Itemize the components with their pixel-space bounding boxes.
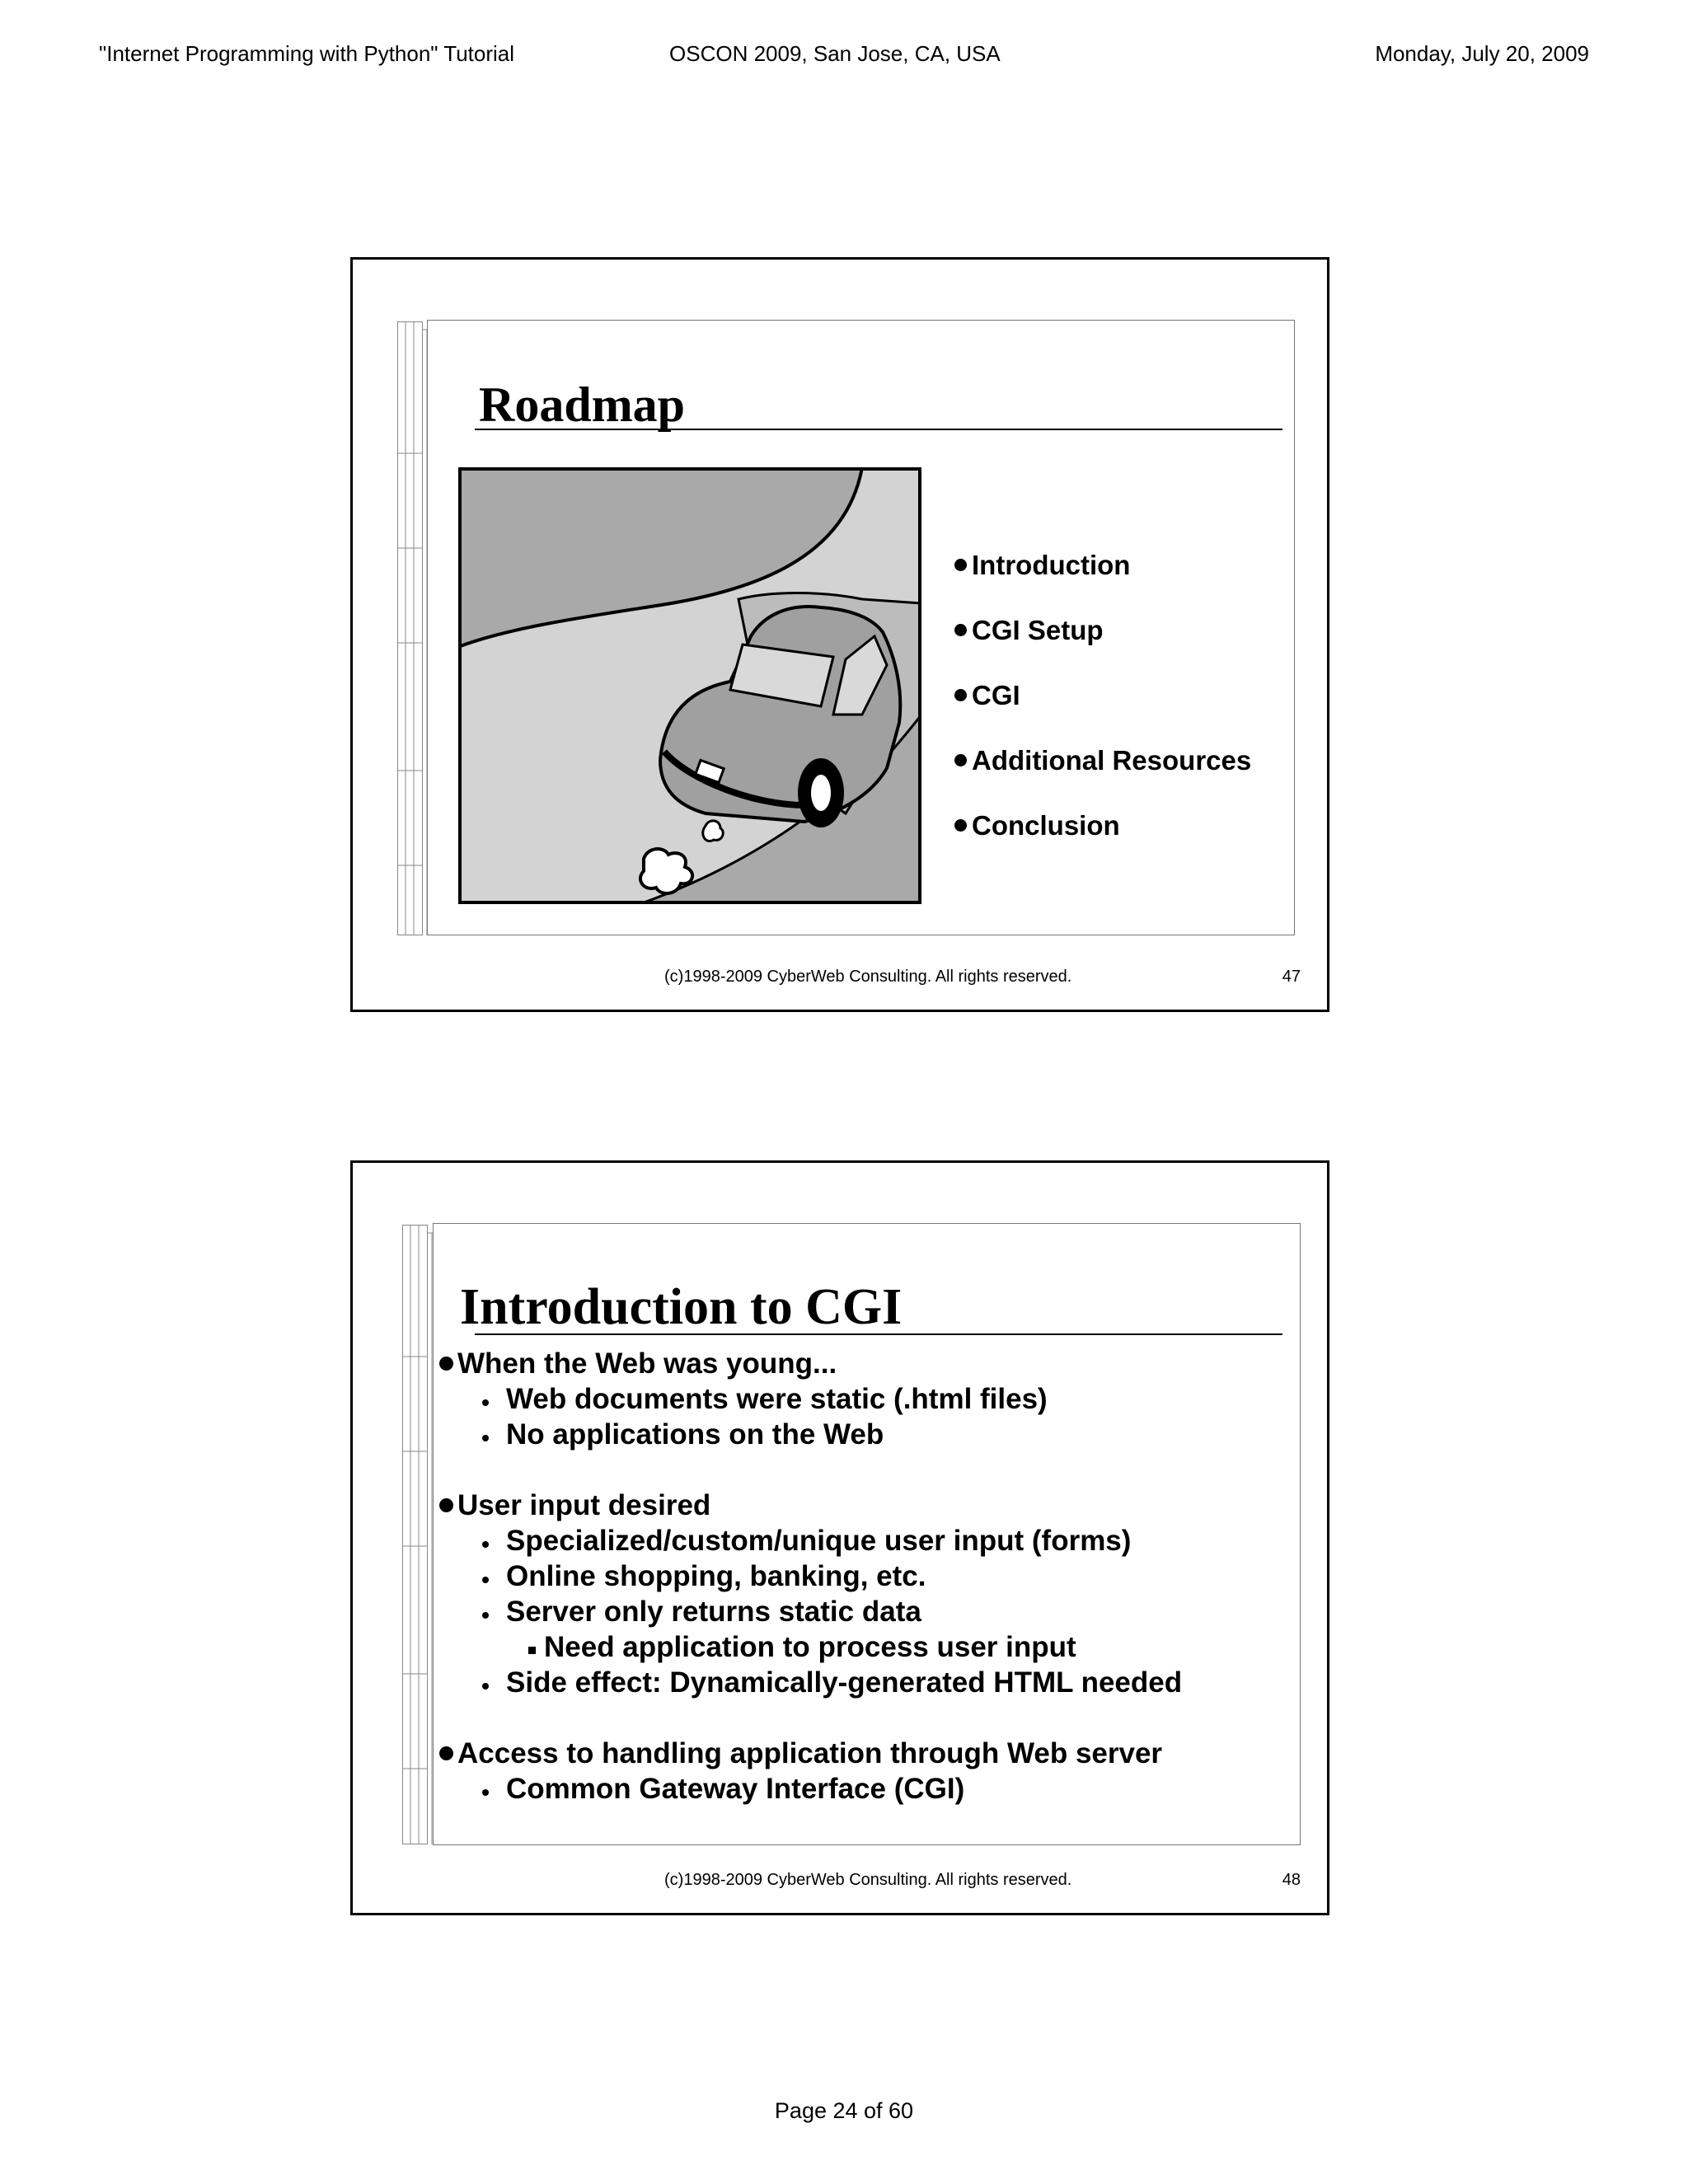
bullet-icon <box>482 1577 489 1583</box>
title-underline <box>475 429 1282 430</box>
roadmap-list <box>954 550 1251 875</box>
slide-copyright: (c)1998-2009 CyberWeb Consulting. All rights reserved. <box>664 1871 1072 1889</box>
bullet-level-2 <box>439 1417 1182 1452</box>
roadmap-item-label: CGI <box>972 680 1020 710</box>
slide-47 <box>350 257 1329 1012</box>
bullet-level-2 <box>439 1771 1182 1807</box>
bullet-icon <box>439 1357 453 1371</box>
page-number-footer: Page 24 of 60 <box>774 2098 914 2123</box>
bullet-icon <box>954 754 967 766</box>
bullet-icon <box>482 1612 489 1619</box>
bullet-level-2 <box>439 1665 1182 1700</box>
bullet-text: Web documents were static (.html files) <box>506 1383 1048 1415</box>
bullet-level-1 <box>439 1488 1182 1523</box>
roadmap-item <box>954 615 1251 645</box>
bullet-icon <box>482 1541 489 1548</box>
square-bullet-icon <box>528 1647 536 1654</box>
bullet-level-2 <box>439 1558 1182 1594</box>
bullet-text: No applications on the Web <box>506 1418 884 1451</box>
bullet-text: Side effect: Dynamically-generated HTML needed <box>506 1666 1183 1699</box>
roadmap-item-label: Introduction <box>972 550 1131 580</box>
bullet-icon <box>482 1399 489 1406</box>
roadmap-item <box>954 550 1251 580</box>
slide-number: 47 <box>1282 968 1301 986</box>
bullet-text: Online shopping, banking, etc. <box>506 1560 926 1592</box>
roadmap-item <box>954 680 1251 710</box>
slide-title: Roadmap <box>479 377 686 432</box>
bullet-icon <box>439 1498 453 1512</box>
bullet-level-3 <box>439 1629 1182 1665</box>
bullet-icon <box>954 819 967 832</box>
bullet-level-2 <box>439 1523 1182 1558</box>
roadmap-item-label: Conclusion <box>972 810 1120 841</box>
roadmap-item-label: Additional Resources <box>972 745 1252 776</box>
header-date: Monday, July 20, 2009 <box>1375 41 1589 66</box>
slide-number: 48 <box>1282 1871 1301 1889</box>
bullet-level-2 <box>439 1381 1182 1417</box>
roadmap-item <box>954 745 1251 776</box>
bullet-text: Need application to process user input <box>544 1631 1076 1663</box>
title-underline <box>475 1333 1282 1335</box>
bullet-level-2 <box>439 1594 1182 1629</box>
bullet-level-1 <box>439 1736 1182 1771</box>
slide-copyright: (c)1998-2009 CyberWeb Consulting. All rights reserved. <box>664 968 1072 986</box>
slide-bullets <box>439 1346 1182 1807</box>
bullet-text: Access to handling application through Web server <box>457 1737 1163 1769</box>
roadmap-item-label: CGI Setup <box>972 615 1104 645</box>
bullet-level-1 <box>439 1346 1182 1381</box>
bullet-icon <box>954 559 967 571</box>
roadmap-item <box>954 810 1251 841</box>
bullet-text: User input desired <box>457 1489 711 1521</box>
bullet-icon <box>954 624 967 636</box>
bullet-icon <box>482 1435 489 1441</box>
slide-side-decoration <box>397 321 430 935</box>
car-on-road-clipart <box>458 467 921 904</box>
bullet-icon <box>954 689 967 701</box>
slide-side-decoration <box>402 1225 435 1844</box>
bullet-text: Specialized/custom/unique user input (forms) <box>506 1525 1132 1557</box>
bullet-icon <box>482 1683 489 1690</box>
slide-title: Introduction to CGI <box>460 1279 903 1335</box>
slide-48 <box>350 1160 1329 1915</box>
bullet-icon <box>482 1789 489 1796</box>
bullet-icon <box>439 1746 453 1760</box>
bullet-text: Server only returns static data <box>506 1596 921 1628</box>
bullet-text: Common Gateway Interface (CGI) <box>506 1773 965 1805</box>
header-conference: OSCON 2009, San Jose, CA, USA <box>669 41 1001 66</box>
bullet-text: When the Web was young... <box>457 1347 837 1380</box>
header-tutorial-title: "Internet Programming with Python" Tutorial <box>99 41 515 66</box>
